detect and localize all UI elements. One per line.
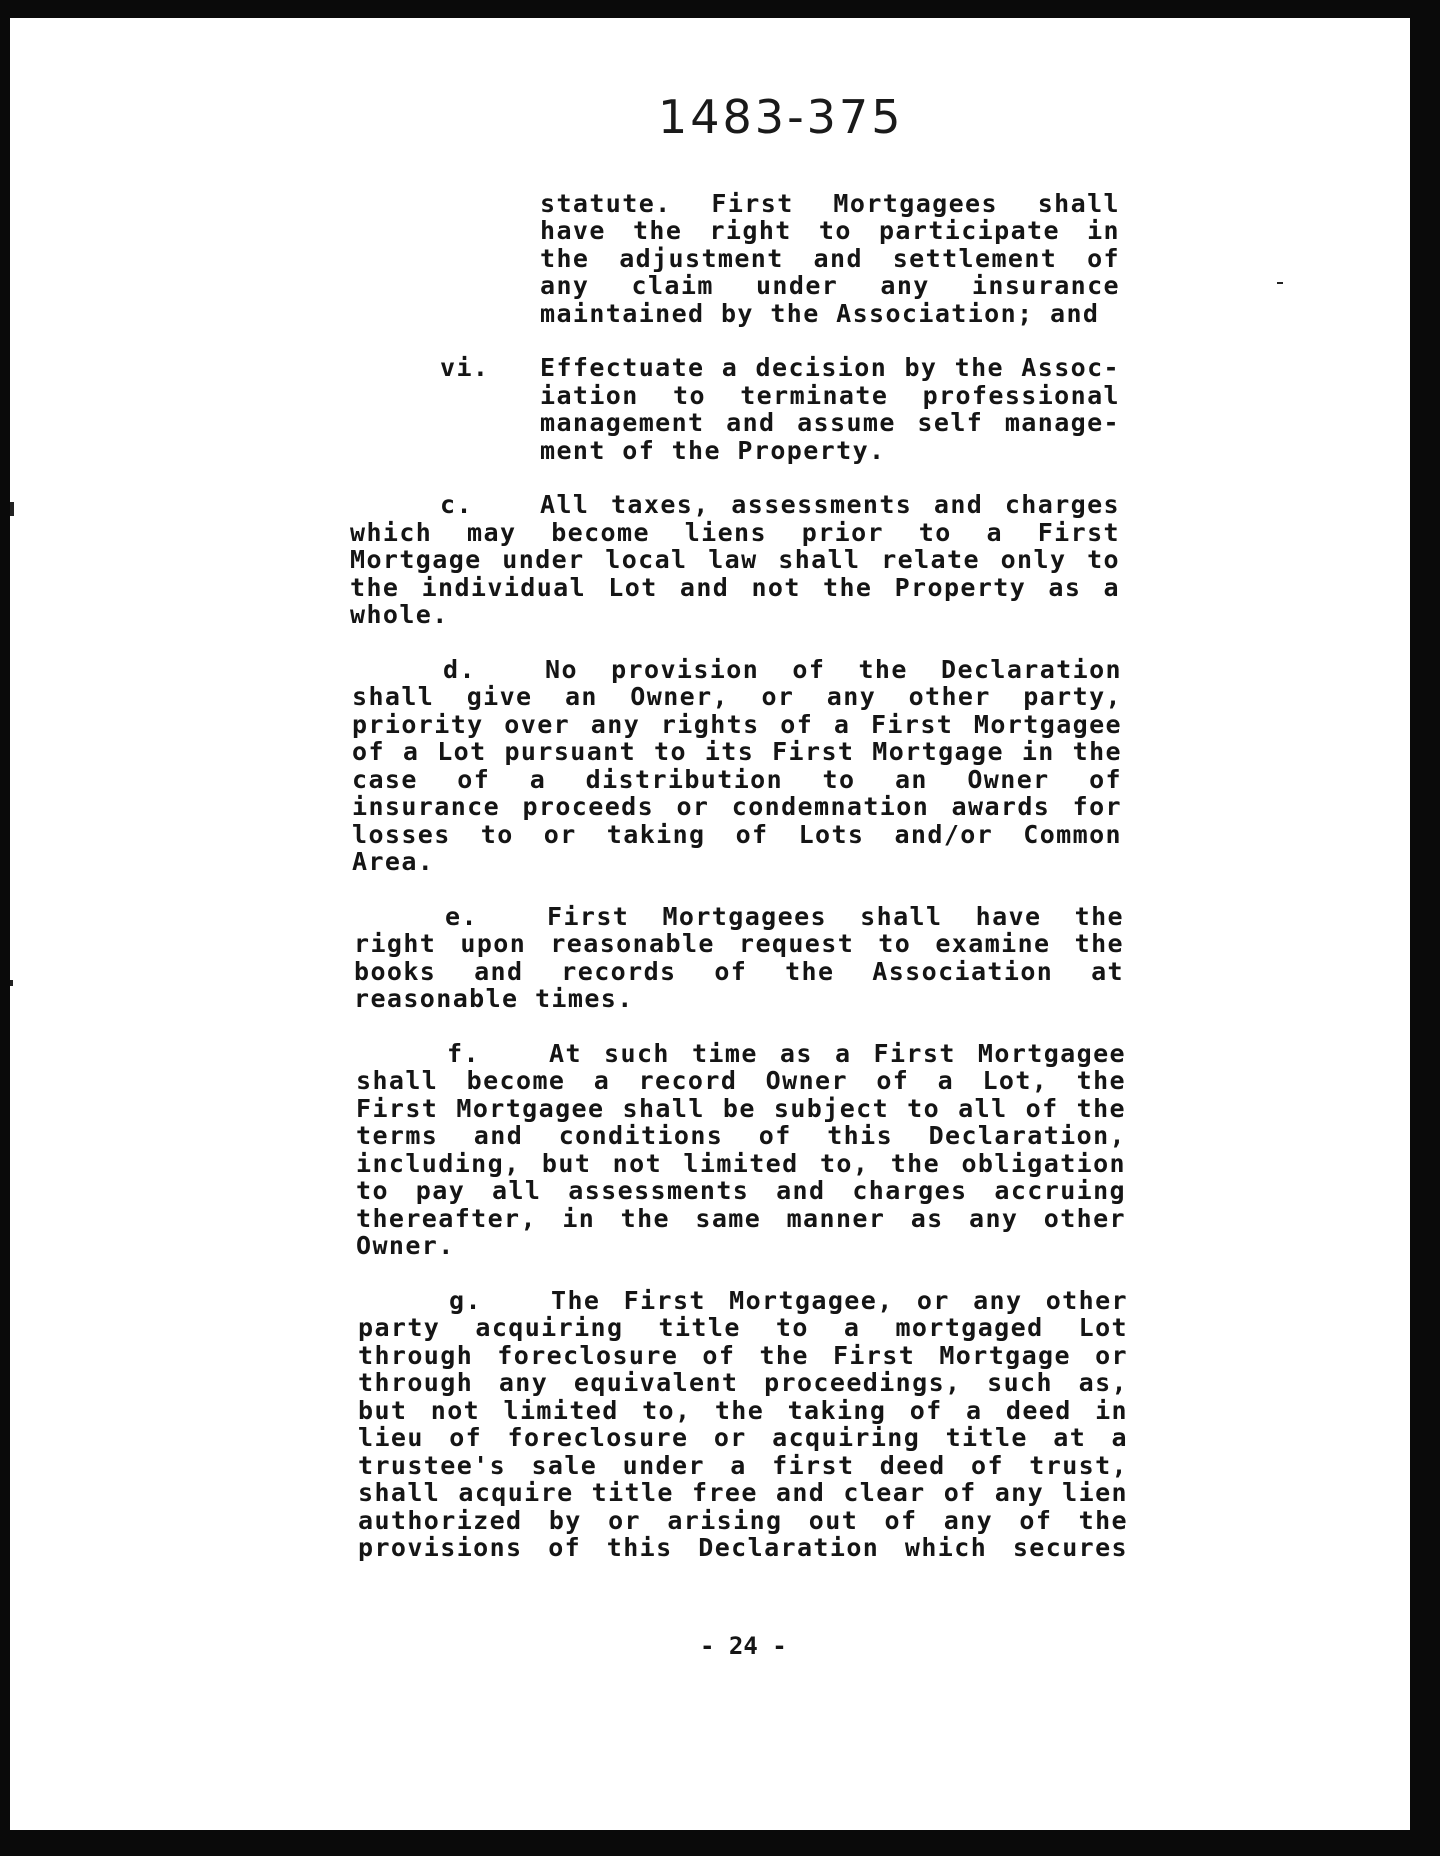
item-vi-line: iation to terminate professional — [540, 381, 1120, 410]
item-g-line: provisions of this Declaration which secures — [358, 1533, 1128, 1562]
item-f-line: including, but not limited to, the obligation — [356, 1149, 1126, 1178]
v-cont-line: maintained by the Association; and — [540, 299, 1100, 328]
item-d-line: No provision of the Declaration — [545, 655, 1122, 684]
item-g-line: shall acquire title free and clear of any lien — [358, 1478, 1128, 1507]
v-cont-line: the adjustment and settlement of — [540, 244, 1120, 273]
item-f-line: First Mortgagee shall be subject to all of the — [356, 1094, 1126, 1123]
page-number: - 24 - — [700, 1632, 787, 1660]
item-e-line: First Mortgagees shall have the — [547, 902, 1124, 931]
item-c-line: whole. — [350, 600, 449, 629]
item-g-line: authorized by or arising out of any of the — [358, 1506, 1128, 1535]
item-d-line: of a Lot pursuant to its First Mortgage in the — [352, 737, 1122, 766]
item-g-line: lieu of foreclosure or acquiring title at a — [358, 1423, 1128, 1452]
item-d-label: d. — [443, 655, 476, 684]
item-e-line: reasonable times. — [354, 984, 634, 1013]
scan-speck — [1277, 282, 1283, 284]
item-f-line: At such time as a First Mortgagee — [549, 1039, 1126, 1068]
document-page — [10, 18, 1410, 1830]
v-cont-line: statute. First Mortgagees shall — [540, 189, 1120, 218]
item-c-line: the individual Lot and not the Property as a — [350, 573, 1120, 602]
item-c-line: Mortgage under local law shall relate only to — [350, 545, 1120, 574]
item-d-line: insurance proceeds or condemnation awards for — [352, 792, 1122, 821]
item-e-line: right upon reasonable request to examine the — [354, 929, 1124, 958]
item-f-line: shall become a record Owner of a Lot, the — [356, 1066, 1126, 1095]
item-d-line: Area. — [352, 847, 435, 876]
item-vi-line: ment of the Property. — [540, 436, 886, 465]
item-g-label: g. — [449, 1286, 482, 1315]
item-g-line: trustee's sale under a first deed of trust, — [358, 1451, 1128, 1480]
item-g-line: party acquiring title to a mortgaged Lot — [358, 1313, 1128, 1342]
scan-speck — [10, 980, 13, 986]
item-d-line: losses to or taking of Lots and/or Common — [352, 820, 1122, 849]
item-d-line: shall give an Owner, or any other party, — [352, 682, 1122, 711]
item-c-line: which may become liens prior to a First — [350, 518, 1120, 547]
document-number: 1483-375 — [658, 90, 904, 144]
item-vi-label: vi. — [440, 353, 490, 382]
item-f-label: f. — [447, 1039, 480, 1068]
item-e-label: e. — [445, 902, 478, 931]
item-g-line: but not limited to, the taking of a deed in — [358, 1396, 1128, 1425]
scan-border-bottom — [0, 1830, 1440, 1856]
item-f-line: to pay all assessments and charges accruing — [356, 1176, 1126, 1205]
v-cont-line: any claim under any insurance — [540, 271, 1120, 300]
item-g-line: through any equivalent proceedings, such as, — [358, 1368, 1128, 1397]
item-g-line: through foreclosure of the First Mortgage or — [358, 1341, 1128, 1370]
item-f-line: terms and conditions of this Declaration, — [356, 1121, 1126, 1150]
item-f-line: Owner. — [356, 1231, 455, 1260]
item-d-line: case of a distribution to an Owner of — [352, 765, 1122, 794]
item-g-line: The First Mortgagee, or any other — [551, 1286, 1128, 1315]
v-cont-line: have the right to participate in — [540, 216, 1120, 245]
item-f-line: thereafter, in the same manner as any other — [356, 1204, 1126, 1233]
item-vi-line: management and assume self manage- — [540, 408, 1120, 437]
item-d-line: priority over any rights of a First Mortgagee — [352, 710, 1122, 739]
item-vi-line: Effectuate a decision by the Assoc- — [540, 353, 1120, 382]
scan-speck — [10, 502, 14, 516]
item-e-line: books and records of the Association at — [354, 957, 1124, 986]
item-c-label: c. — [440, 490, 473, 519]
item-c-line: All taxes, assessments and charges — [540, 490, 1120, 519]
